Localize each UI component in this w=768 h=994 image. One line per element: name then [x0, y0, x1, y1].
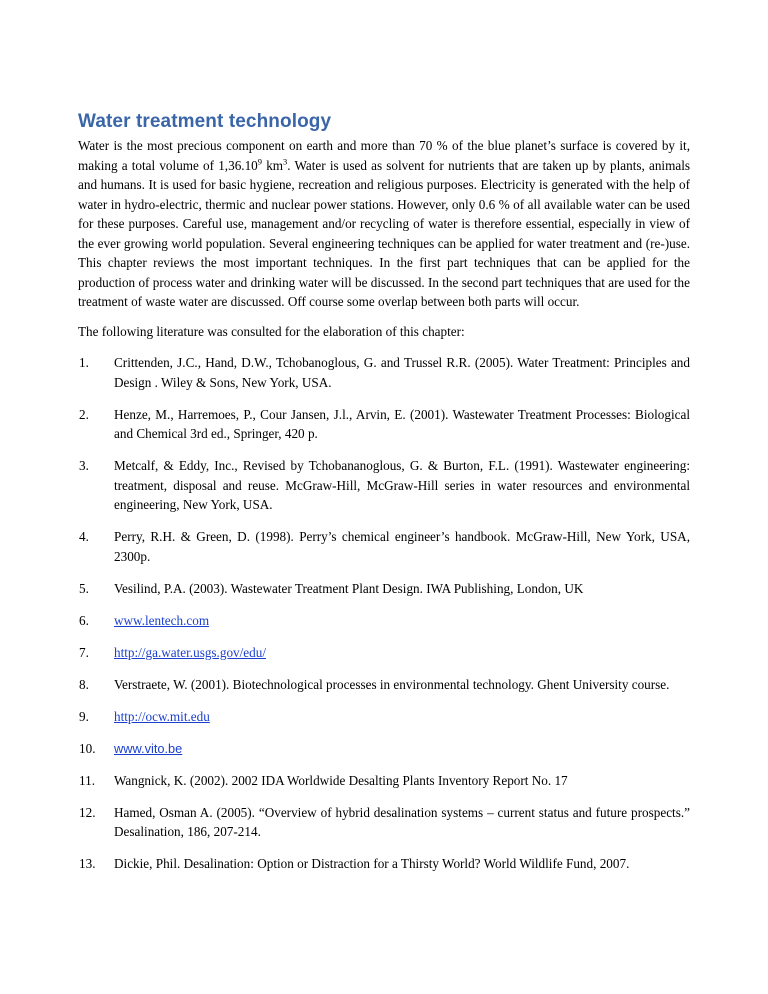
reference-number: 1. [79, 355, 89, 370]
reference-link-vito[interactable]: www.vito.be [114, 740, 183, 756]
reference-text: Wangnick, K. (2002). 2002 IDA Worldwide Desalting Plants Inventory Report No. 17 [114, 772, 568, 788]
reference-number: 4. [79, 529, 89, 544]
paragraph-sup-cubic: 3 [283, 156, 288, 167]
reference-number: 5. [79, 580, 89, 596]
reference-item [78, 739, 690, 759]
reference-item [78, 579, 690, 599]
paragraph-sup-exponent: 9 [257, 156, 263, 167]
reference-item [78, 643, 690, 663]
reference-link-lentech[interactable]: www.lentech.com [114, 612, 210, 628]
reference-link-usgs[interactable]: http://ga.water.usgs.gov/edu/ [114, 644, 267, 660]
reference-number: 3. [79, 458, 89, 473]
literature-intro: The following literature was consulted for the elaboration of this chapter: [78, 323, 465, 339]
reference-number: 10. [79, 740, 96, 756]
paragraph-text-1: Water is the most precious component on earth and more than 70 % of the blue planet’s surface is covered by it, making a total volume of 1,36.10 [78, 138, 690, 173]
reference-list [78, 353, 690, 874]
paragraph-text-2: km [262, 157, 284, 173]
reference-item [78, 456, 690, 515]
reference-text: Crittenden, J.C., Hand, D.W., Tchobanoglous, G. and Trussel R.R. (2005). Water Treatment: Principles and Design . Wiley & Sons, New York, USA. [114, 355, 690, 390]
reference-number: 13. [79, 856, 96, 871]
reference-item [78, 675, 690, 695]
reference-text: Metcalf, & Eddy, Inc., Revised by Tchobananoglous, G. & Burton, F.L. (1991). Wastewater engineering: treatment, disposal and reuse. McGraw-Hill, McGraw-Hill series in water resources and environmental engineering, New York, USA. [114, 458, 690, 512]
reference-text: Dickie, Phil. Desalination: Option or Distraction for a Thirsty World? World Wildlife Fund, 2007. [114, 856, 630, 871]
reference-number: 2. [79, 406, 89, 422]
reference-text: Henze, M., Harremoes, P., Cour Jansen, J.l., Arvin, E. (2001). Wastewater Treatment Processes: Biological and Chemical 3rd ed., Springer, 420 p. [114, 406, 690, 441]
reference-number: 12. [79, 804, 96, 820]
reference-item [78, 527, 690, 566]
reference-item [78, 854, 690, 874]
paragraph-text-3: . Water is used as solvent for nutrients that are taken up by plants, animals and humans. It is used for basic hygiene, recreation and religious purposes. Electricity is generated with the help of water in hydro-electric, thermic and nuclear power stations. However, only 0.6 % of all available water can be used for these purposes. Careful use, management and/or recycling of water is therefore essential, especially in view of the ever growing world population. Several engineering techniques can be applied for water treatment and (re-)use. This chapter reviews the most important techniques. In the first part techniques that can be applied for the production of process water and drinking water will be discussed. In the second part techniques that are used for the treatment of waste water are discussed. Off course some overlap between both parts will occur. [78, 157, 690, 309]
reference-number: 8. [79, 676, 89, 692]
reference-number: 7. [79, 644, 89, 660]
reference-text: Verstraete, W. (2001). Biotechnological processes in environmental technology. Ghent University course. [114, 676, 670, 692]
reference-text: Perry, R.H. & Green, D. (1998). Perry’s chemical engineer’s handbook. McGraw-Hill, New York, USA, 2300p. [114, 529, 690, 564]
reference-number: 6. [79, 612, 89, 628]
reference-text: Vesilind, P.A. (2003). Wastewater Treatment Plant Design. IWA Publishing, London, UK [114, 580, 584, 596]
reference-text: Hamed, Osman A. (2005). “Overview of hybrid desalination systems – current status and future prospects.” Desalination, 186, 207-214. [114, 804, 690, 839]
document-page [78, 110, 690, 886]
reference-number: 9. [79, 708, 89, 724]
page-title: Water treatment technology [78, 111, 332, 132]
reference-link-mit[interactable]: http://ocw.mit.edu [114, 708, 210, 724]
reference-item [78, 771, 690, 791]
reference-item [78, 353, 690, 392]
reference-number: 11. [79, 772, 95, 788]
reference-item [78, 803, 690, 842]
reference-item [78, 611, 690, 631]
reference-item [78, 405, 690, 444]
reference-item [78, 707, 690, 727]
intro-paragraph [78, 136, 690, 312]
